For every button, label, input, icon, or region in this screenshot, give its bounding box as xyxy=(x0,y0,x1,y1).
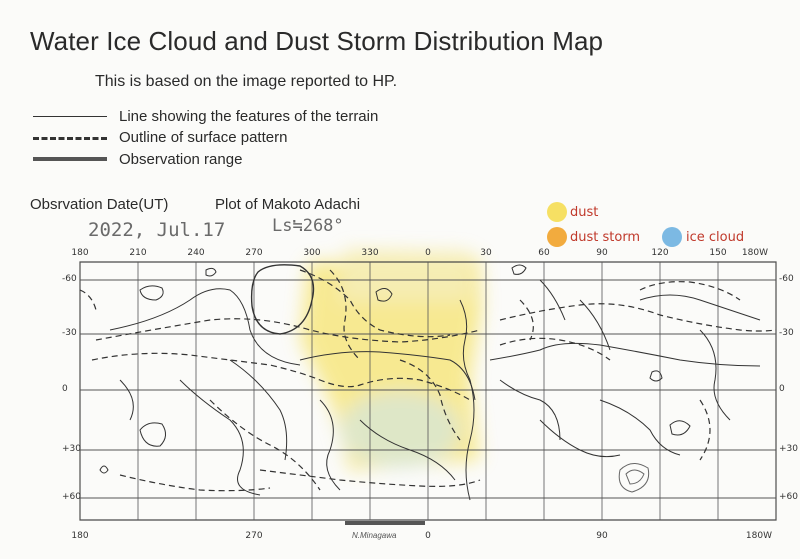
legend-label: Observation range xyxy=(119,151,243,168)
left-latitude-label: 0 xyxy=(62,384,68,394)
right-latitude-label: +30 xyxy=(779,444,798,454)
left-latitude-label: +60 xyxy=(62,492,81,502)
ice-cloud-key-label: ice cloud xyxy=(686,230,745,245)
solar-longitude-value: Ls≒268° xyxy=(272,216,344,236)
bottom-longitude-label: 180W xyxy=(745,531,772,541)
map-grid xyxy=(80,262,776,520)
top-longitude-label: 90 xyxy=(596,248,608,258)
top-longitude-label: 0 xyxy=(425,248,431,258)
page-title: Water Ice Cloud and Dust Storm Distribution Map xyxy=(30,26,604,56)
top-longitude-label: 330 xyxy=(361,248,379,258)
legend-label: Outline of surface pattern xyxy=(119,129,288,146)
right-latitude-label: -60 xyxy=(779,274,794,284)
top-longitude-label: 180 xyxy=(71,248,89,258)
top-longitude-label: 30 xyxy=(480,248,492,258)
left-latitude-label: -60 xyxy=(62,274,77,284)
bottom-longitude-label: 270 xyxy=(245,531,263,541)
observation-date-value: 2022, Jul.17 xyxy=(88,219,226,241)
right-latitude-label: -30 xyxy=(779,328,794,338)
left-latitude-label: +30 xyxy=(62,444,81,454)
bottom-longitude-label: 0 xyxy=(425,531,431,541)
bottom-longitude-label: 180 xyxy=(71,531,89,541)
top-longitude-label: 240 xyxy=(187,248,205,258)
top-longitude-label: 210 xyxy=(129,248,147,258)
top-longitude-label: 300 xyxy=(303,248,321,258)
left-latitude-label: -30 xyxy=(62,328,77,338)
top-longitude-label: 270 xyxy=(245,248,263,258)
right-latitude-label: +60 xyxy=(779,492,798,502)
plotter-label: Plot of Makoto Adachi xyxy=(215,196,361,213)
top-longitude-label: 120 xyxy=(651,248,669,258)
dust-key-label: dust xyxy=(570,205,599,220)
top-longitude-label: 60 xyxy=(538,248,550,258)
top-longitude-label: 150 xyxy=(709,248,727,258)
bottom-longitude-label: 90 xyxy=(596,531,608,541)
right-latitude-label: 0 xyxy=(779,384,785,394)
map-credit: N.Minagawa xyxy=(352,531,397,540)
page-subtitle: This is based on the image reported to HP. xyxy=(95,73,398,90)
legend-label: Line showing the features of the terrain xyxy=(119,108,379,125)
observation-date-label: Obsrvation Date(UT) xyxy=(30,196,169,213)
top-longitude-label: 180W xyxy=(741,248,768,258)
dust-storm-key-label: dust storm xyxy=(570,230,641,245)
